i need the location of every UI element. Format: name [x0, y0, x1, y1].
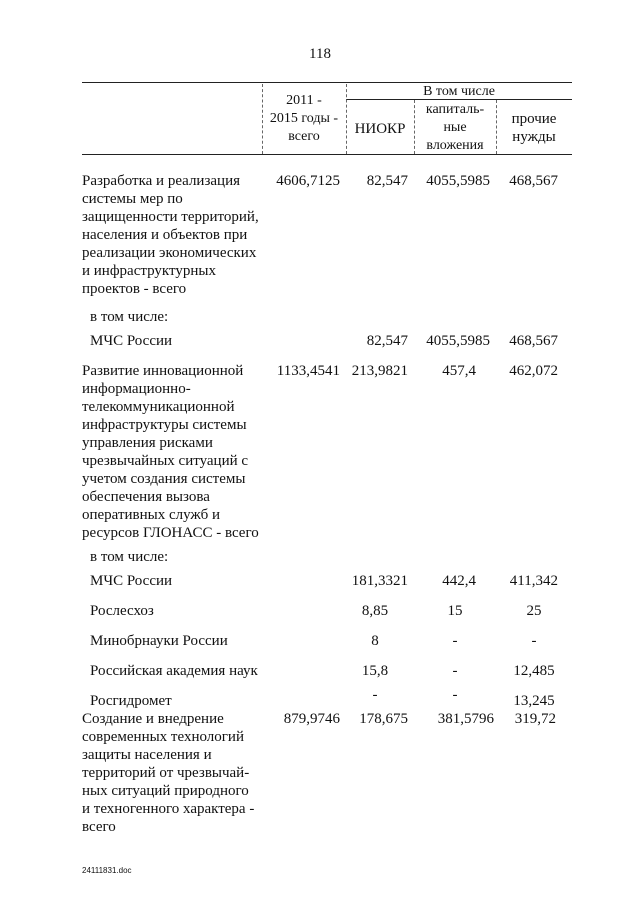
cell-niokr: 8: [371, 633, 379, 649]
row-name-line: инфраструктуры системы: [82, 417, 247, 433]
row-name-line: ных ситуаций природного: [82, 783, 249, 799]
cell-niokr: 8,85: [361, 603, 389, 619]
row-name-line: Разработка и реализация: [82, 173, 240, 189]
row-name-line: и техногенного характера -: [82, 801, 255, 817]
cell-other: 468,567: [509, 173, 558, 189]
row-name-line: и инфраструктурных: [82, 263, 216, 279]
row-name-line: оперативных служб и: [82, 507, 220, 523]
cell-capital: 457,4: [442, 363, 476, 379]
cell-other: 462,072: [509, 363, 558, 379]
row-name-line: Создание и внедрение: [82, 711, 224, 727]
row-name-line: МЧС России: [90, 333, 173, 349]
cell-capital: 4055,5985: [426, 333, 490, 349]
row-name-line: чрезвычайных ситуаций с: [82, 453, 249, 469]
cell-niokr: -: [372, 687, 378, 703]
cell-total: 879,9746: [283, 711, 340, 727]
header-total-line: 2015 годы -: [269, 111, 339, 126]
cell-capital: 4055,5985: [426, 173, 490, 189]
row-name-line: МЧС России: [90, 573, 173, 589]
row-name-line: Росгидромет: [90, 693, 172, 709]
row-name-line: учетом создания системы: [82, 471, 246, 487]
header-niokr: НИОКР: [354, 121, 406, 137]
row-name-line: ресурсов ГЛОНАСС - всего: [82, 525, 259, 541]
header-total-line: 2011 -: [286, 93, 322, 108]
cell-other: 12,485: [513, 663, 555, 679]
header-other-line: нужды: [512, 129, 556, 145]
row-name-line: Рослесхоз: [90, 603, 154, 619]
row-name-line: Минобрнауки России: [90, 633, 228, 649]
row-name-line: информационно-: [82, 381, 191, 397]
row-name: [90, 662, 280, 680]
row-name: [90, 332, 280, 350]
footer-filename: 24111831.doc: [82, 866, 132, 875]
row-name: [90, 632, 280, 650]
row-name-line: всего: [82, 819, 116, 835]
header-capital-line: капиталь-: [425, 102, 485, 117]
cell-capital: -: [452, 663, 458, 679]
row-name-line: Развитие инновационной: [82, 363, 244, 379]
row-name-line: современных технологий: [82, 729, 244, 745]
row-name: [90, 548, 280, 566]
header-total-line: всего: [288, 129, 320, 144]
cell-niokr: 178,675: [359, 711, 408, 727]
cell-other: 25: [526, 603, 542, 619]
cell-other: 319,72: [514, 711, 556, 727]
page-number: 118: [309, 46, 331, 62]
cell-capital: -: [452, 687, 458, 703]
row-name-line: защиты населения и: [82, 747, 212, 763]
row-name: [90, 602, 280, 620]
header-total: [262, 92, 346, 146]
cell-total: 4606,7125: [276, 173, 340, 189]
row-name-line: обеспечения вызова: [82, 489, 210, 505]
cell-other: -: [531, 633, 537, 649]
header-capital-line: ные: [443, 120, 467, 135]
row-name-line: населения и объектов при: [82, 227, 248, 243]
cell-other: 411,342: [509, 573, 558, 589]
header-including: В том числе: [423, 84, 495, 99]
row-name-line: проектов - всего: [82, 281, 187, 297]
cell-capital: 381,5796: [437, 711, 494, 727]
row-name: [82, 710, 272, 836]
row-name: [82, 172, 272, 298]
row-name-line: телекоммуникационной: [82, 399, 235, 415]
cell-capital: 442,4: [442, 573, 476, 589]
cell-other: 468,567: [509, 333, 558, 349]
header-capital-line: вложения: [426, 138, 484, 153]
row-name: [90, 692, 280, 710]
cell-niokr: 82,547: [366, 173, 408, 189]
row-name: [82, 362, 272, 542]
header-bottom-rule: [82, 154, 572, 155]
cell-niokr: 15,8: [361, 663, 389, 679]
cell-capital: 15: [447, 603, 463, 619]
header-capital: [414, 101, 496, 155]
header-other-line: прочие: [511, 111, 557, 127]
row-name-line: в том числе:: [90, 309, 169, 325]
cell-capital: -: [452, 633, 458, 649]
row-name-line: реализации экономических: [82, 245, 257, 261]
row-name-line: территорий от чрезвычай-: [82, 765, 250, 781]
row-name: [90, 308, 280, 326]
row-name-line: Российская академия наук: [90, 663, 258, 679]
row-name: [90, 572, 280, 590]
header-other: [496, 110, 572, 146]
cell-niokr: 82,547: [366, 333, 408, 349]
row-name-line: системы мер по: [82, 191, 183, 207]
row-name-line: управления рисками: [82, 435, 213, 451]
cell-total: 1133,4541: [276, 363, 340, 379]
row-name-line: в том числе:: [90, 549, 169, 565]
cell-niokr: 213,9821: [351, 363, 408, 379]
row-name-line: защищенности территорий,: [82, 209, 259, 225]
cell-niokr: 181,3321: [351, 573, 408, 589]
cell-other: 13,245: [513, 693, 555, 709]
